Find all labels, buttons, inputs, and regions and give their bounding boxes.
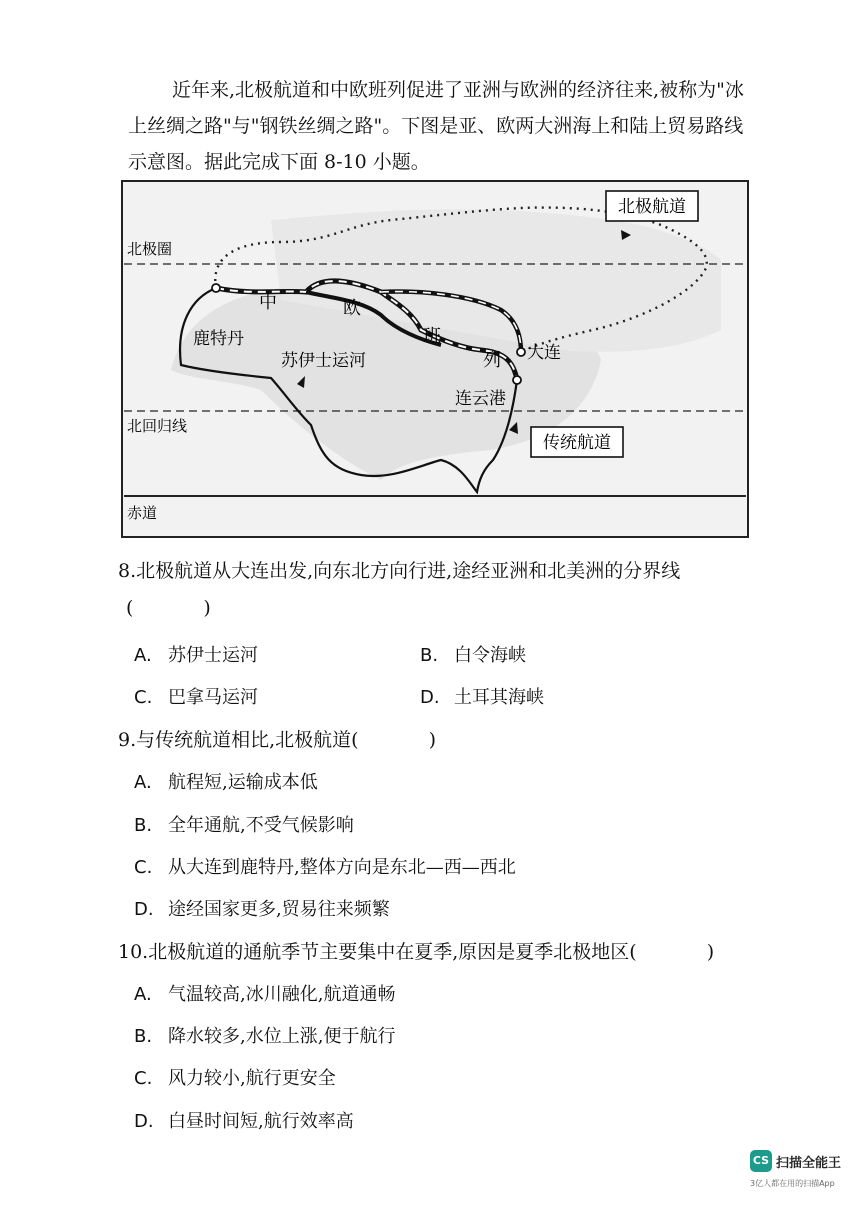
q8-option-c[interactable]: C. 巴拿马运河 [134,687,258,708]
dalian-marker [517,348,525,356]
q9-option-d[interactable]: D. 途经国家更多,贸易往来频繁 [134,899,390,920]
scanner-watermark [750,1150,850,1220]
traditional-route-label: 传统航道 [543,433,611,453]
train-char-3: 班 [423,326,441,347]
train-char-2: 欧 [343,298,361,319]
arctic-circle-label: 北极圈 [127,240,173,258]
q8-option-a[interactable]: A. 苏伊士运河 [134,645,258,666]
q8-answer-paren: ( ) [126,597,211,619]
suez-label: 苏伊士运河 [281,351,366,371]
route-map [121,180,749,538]
rotterdam-label: 鹿特丹 [193,329,244,349]
q8-option-b[interactable]: B. 白令海峡 [420,645,526,666]
watermark-name: 扫描全能王 [776,1156,842,1171]
q10-stem: 10.北极航道的通航季节主要集中在夏季,原因是夏季北极地区( ) [118,941,715,963]
arctic-route-label: 北极航道 [618,197,686,217]
q9-option-c[interactable]: C. 从大连到鹿特丹,整体方向是东北—西—西北 [134,857,516,878]
q10-option-b[interactable]: B. 降水较多,水位上涨,便于航行 [134,1026,396,1047]
lianyungang-marker [513,376,521,384]
q8-stem: 8.北极航道从大连出发,向东北方向行进,途经亚洲和北美洲的分界线 [118,560,681,582]
equator-label: 赤道 [127,504,158,522]
q10-option-a[interactable]: A. 气温较高,冰川融化,航道通畅 [134,984,396,1005]
q10-option-d[interactable]: D. 白昼时间短,航行效率高 [134,1111,354,1132]
intro-paragraph [128,72,768,180]
train-char-1: 中 [259,292,277,313]
tropic-label: 北回归线 [127,417,188,435]
intro-line-3: 示意图。据此完成下面 8-10 小题。 [128,151,430,173]
rotterdam-marker [212,284,220,292]
intro-line-2: 上丝绸之路"与"钢铁丝绸之路"。下图是亚、欧两大洲海上和陆上贸易路线 [128,115,744,137]
watermark-tagline: 3亿人都在用的扫描App [750,1179,835,1188]
q9-stem: 9.与传统航道相比,北极航道( ) [118,729,437,751]
q9-option-a[interactable]: A. 航程短,运输成本低 [134,772,318,793]
q10-option-c[interactable]: C. 风力较小,航行更安全 [134,1068,336,1089]
lianyungang-label: 连云港 [455,389,506,409]
dalian-label: 大连 [527,343,561,363]
intro-line-1: 近年来,北极航道和中欧班列促进了亚洲与欧洲的经济往来,被称为"冰 [172,79,744,101]
camscanner-logo-icon: CS [750,1150,772,1172]
train-char-4: 列 [483,350,501,371]
q8-option-d[interactable]: D. 土耳其海峡 [420,687,544,708]
q9-option-b[interactable]: B. 全年通航,不受气候影响 [134,815,354,836]
